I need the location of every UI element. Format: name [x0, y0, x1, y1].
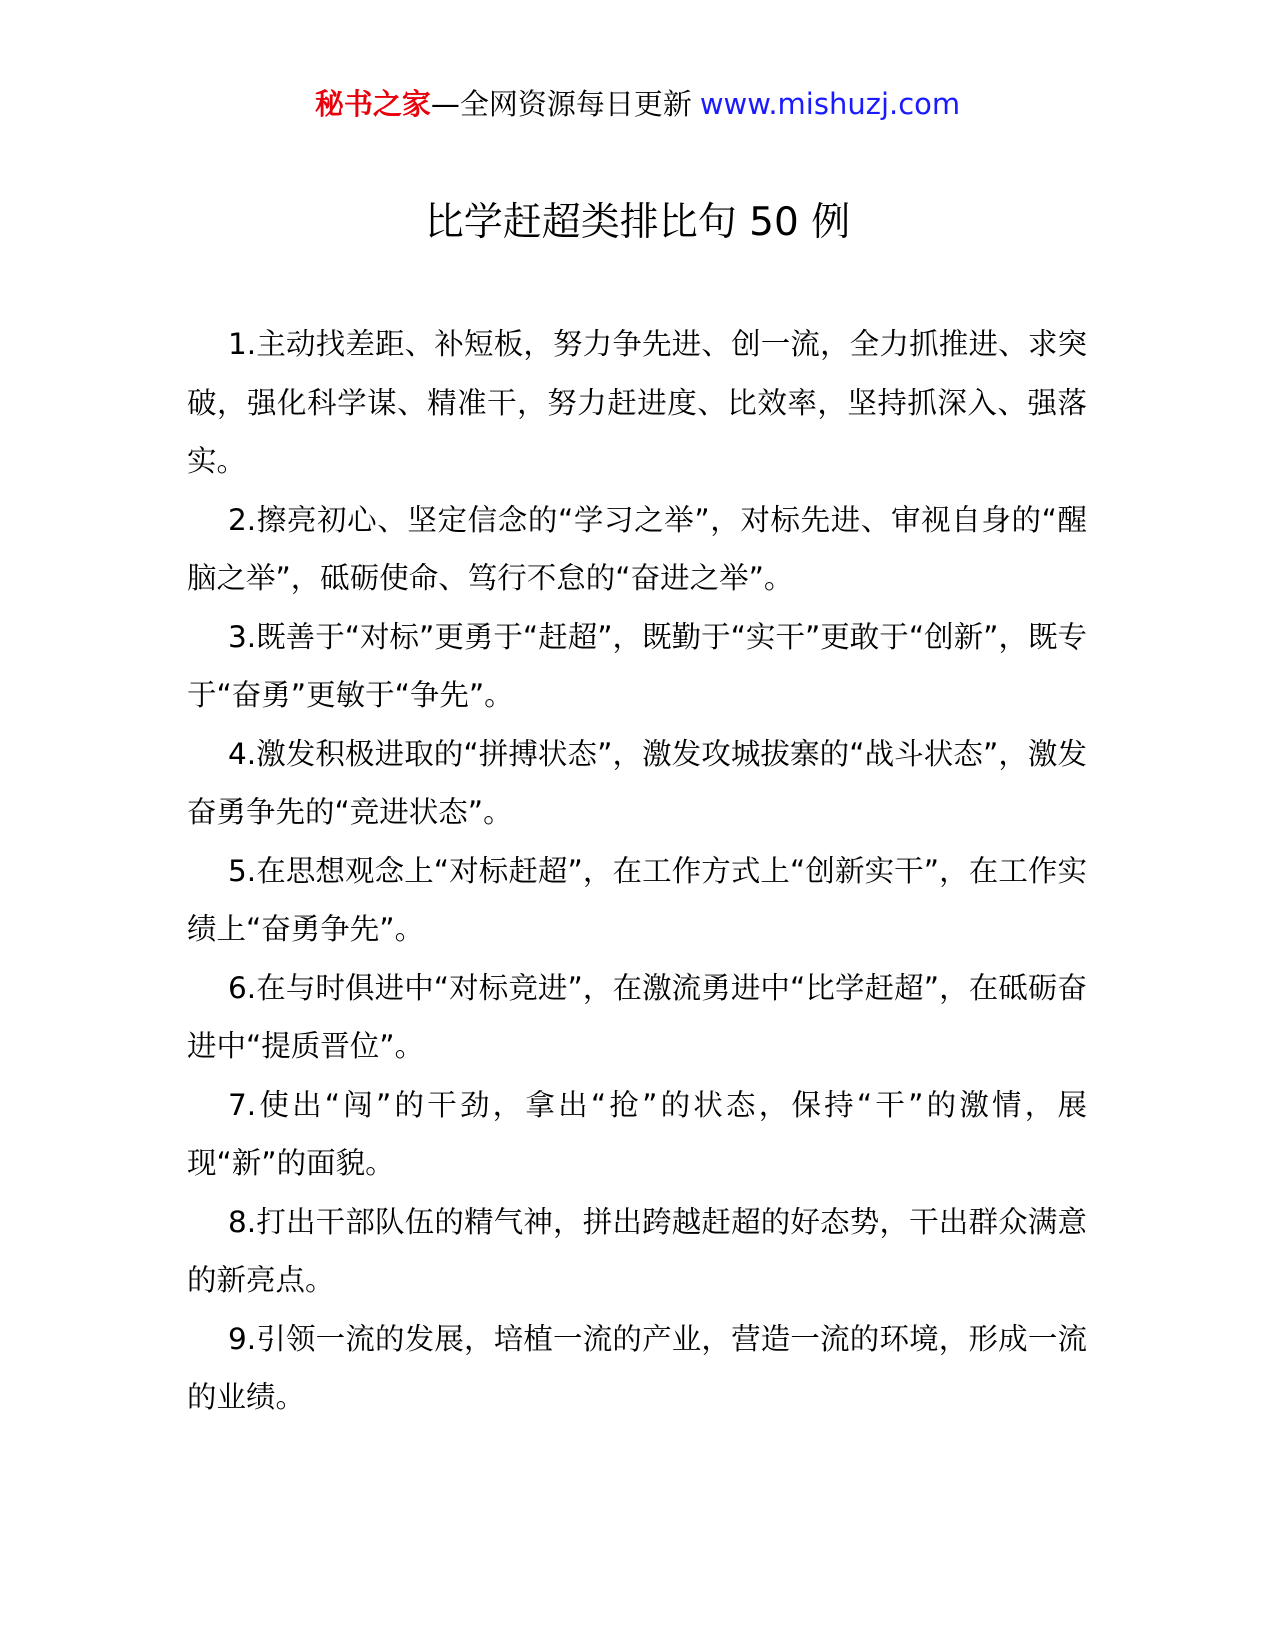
- paragraph-7: 7.使出“闯”的干劲，拿出“抢”的状态，保持“干”的激情，展现“新”的面貌。: [187, 1087, 1087, 1180]
- site-header: [0, 84, 1275, 124]
- paragraph-5: 5.在思想观念上“对标赶超”，在工作方式上“创新实干”，在工作实绩上“奋勇争先”。: [187, 853, 1087, 946]
- paragraph-4: 4.激发积极进取的“拼搏状态”，激发攻城拔寨的“战斗状态”，激发奋勇争先的“竞进状态”。: [187, 736, 1087, 829]
- site-brand: 秘书之家: [314, 87, 431, 121]
- paragraph-1: 1.主动找差距、补短板，努力争先进、创一流，全力抓推进、求突破，强化科学谋、精准干，努力赶进度、比效率，坚持抓深入、强落实。: [187, 327, 1087, 478]
- document-body: [187, 315, 1087, 1427]
- paragraph-8: 8.打出干部队伍的精气神，拼出跨越赶超的好态势，干出群众满意的新亮点。: [187, 1204, 1087, 1297]
- paragraph-2: 2.擦亮初心、坚定信念的“学习之举”，对标先进、审视自身的“醒脑之举”，砥砺使命、笃行不怠的“奋进之举”。: [187, 502, 1087, 595]
- site-url-link[interactable]: www.mishuzj.com: [699, 87, 961, 121]
- paragraph-6: 6.在与时俱进中“对标竞进”，在激流勇进中“比学赶超”，在砥砺奋进中“提质晋位”。: [187, 970, 1087, 1063]
- paragraph-9: 9.引领一流的发展，培植一流的产业，营造一流的环境，形成一流的业绩。: [187, 1321, 1087, 1414]
- paragraph-3: 3.既善于“对标”更勇于“赶超”，既勤于“实干”更敢于“创新”，既专于“奋勇”更敏于“争先”。: [187, 619, 1087, 712]
- site-tagline: —全网资源每日更新: [430, 87, 692, 121]
- document-title: 比学赶超类排比句 50 例: [424, 200, 851, 245]
